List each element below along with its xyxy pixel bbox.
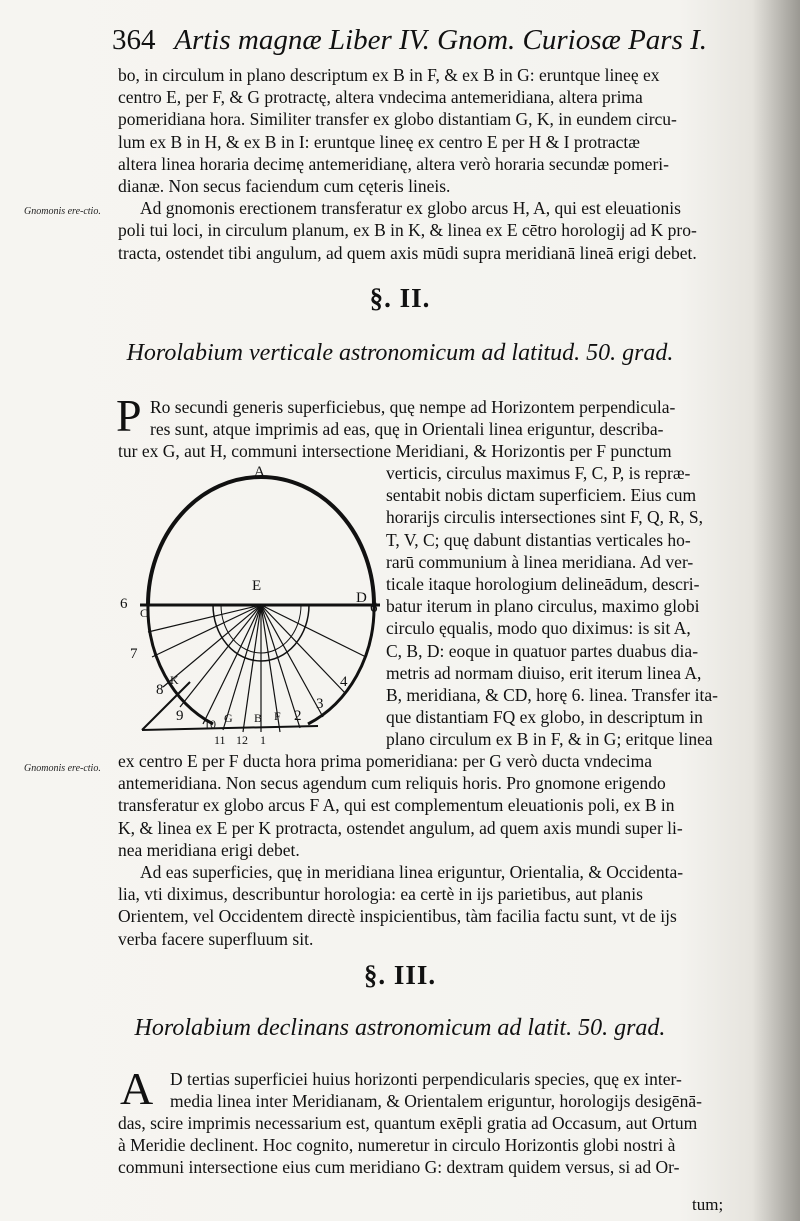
text-block-3-top — [170, 1068, 772, 1112]
running-header — [112, 20, 708, 60]
margin-note-gnomon-1: Gnomonis ere-ctio. — [24, 206, 101, 217]
text-line: Ad gnomonis erectionem transferatur ex globo arcus H, A, qui est eleuationis — [140, 198, 681, 219]
text-line: bo, in circulum in plano descriptum ex B in F, & ex B in G: eruntque lineę ex — [118, 65, 660, 85]
label-7: 7 — [130, 646, 138, 662]
text-line: das, scire imprimis necessarium est, quantum exēpli gratia ad Occasum, aut Ortum — [118, 1113, 698, 1133]
label-12: 12 — [236, 733, 248, 747]
label-k: K — [170, 673, 179, 687]
drop-cap-a: A — [120, 1063, 154, 1114]
text-line: res sunt, atque imprimis ad eas, quę in Orientali linea eriguntur, describa- — [150, 419, 664, 440]
text-line: lia, vti diximus, describuntur horologia: ea certè in ijs parietibus, aut planis — [118, 884, 643, 905]
text-line: circulo ęqualis, modo quo diximus: is sit A, — [386, 618, 691, 639]
text-line: horarijs circulis intersectiones sint F, Q, R, S, — [386, 507, 703, 528]
text-line: K, & linea ex E per K protracta, ostendet angulum, ad quem axis mundi super li- — [118, 817, 683, 838]
text-line: verticis, circulus maximus F, C, P, is repræ- — [386, 463, 691, 483]
label-c: C — [140, 606, 149, 620]
text-line: media linea inter Meridianam, & Orientalem eriguntur, horologijs desigēnā- — [170, 1091, 702, 1112]
text-line: pomeridiana hora. Similiter transfer ex globo distantiam G, K, in eundem circu- — [118, 109, 677, 130]
label-g: G — [224, 711, 233, 725]
margin-note-gnomon-2: Gnomonis ere-ctio. — [24, 763, 101, 774]
label-8: 8 — [156, 682, 164, 698]
text-line: centro E, per F, & G protractę, altera vndecima antemeridiana, altera prima — [118, 87, 643, 108]
text-line: D tertias superficiei huius horizonti perpendicularis species, quę ex inter- — [170, 1069, 682, 1089]
vertical-sundial-diagram — [118, 462, 380, 747]
text-line: à Meridie declinent. Hoc cognito, numeretur in circulo Horizontis globi nostri à — [118, 1135, 676, 1156]
text-line: Ad eas superficies, quę in meridiana linea eriguntur, Orientalia, & Occidenta- — [140, 861, 684, 882]
label-f: F — [274, 709, 281, 723]
text-line: transferatur ex globo arcus F A, qui est complementum eleuationis poli, ex B in — [118, 795, 675, 816]
text-line: altera linea horaria decimę antemeridianę, altera verò horaria secundæ pomeri- — [118, 153, 669, 174]
running-title: Artis magnæ Liber IV. Gnom. Curiosæ Pars I. — [174, 24, 708, 56]
baseline — [142, 726, 318, 730]
text-block-1 — [118, 64, 773, 264]
text-line: antemeridiana. Non secus agendum cum reliquis horis. Pro gnomone erigendo — [118, 773, 666, 794]
label-b: B — [254, 711, 263, 725]
label-6-left: 6 — [120, 596, 128, 612]
text-line: communi intersectione eius cum meridiano G: dextram quidem versus, si ad Or- — [118, 1157, 680, 1178]
text-block-2-top-full — [118, 440, 773, 462]
label-a: A — [254, 464, 265, 480]
text-line: Ro secundi generis superficiebus, quę nempe ad Horizontem perpendicula- — [150, 397, 676, 417]
text-line: C, B, D: eoque in quatuor partes duabus dia- — [386, 640, 699, 661]
text-line: lum ex B in H, & ex B in I: eruntque lineę ex centro E per H & I protractæ — [118, 131, 640, 152]
text-block-2-right — [386, 462, 774, 750]
text-line: T, V, C; quę dabunt distantias verticales ho- — [386, 529, 691, 550]
label-10: 10 — [204, 717, 216, 731]
text-line: Orientem, vel Occidentem directè inspicientibus, tàm facilia factu sunt, vt de ijs — [118, 906, 677, 927]
text-block-2-bottom — [118, 750, 773, 950]
section-heading-3: §. III. — [363, 960, 437, 990]
text-line: nea meridiana erigi debet. — [118, 839, 300, 860]
text-line: ticale itaque horologium delineādum, descri- — [386, 573, 700, 594]
label-11: 11 — [214, 733, 226, 747]
text-line: poli tui loci, in circulum planum, ex B in K, & linea ex E cētro horologij ad K pro- — [118, 220, 697, 241]
text-line: que distantiam FQ ex globo, in descriptum in — [386, 707, 703, 728]
text-block-2-top — [150, 396, 772, 440]
section-heading-2: §. II. — [369, 283, 431, 313]
text-block-3 — [118, 1112, 773, 1179]
page-number: 364 — [112, 24, 156, 56]
section-subheading-2: Horolabium verticale astronomicum ad latitud. 50. grad. — [126, 340, 674, 366]
text-line: rarū communium à linea meridiana. Ad ver- — [386, 551, 694, 572]
label-2: 2 — [294, 708, 302, 724]
text-line: batur iterum in plano circulus, maximo globi — [386, 596, 700, 617]
drop-cap-p: P — [116, 390, 142, 441]
label-3: 3 — [316, 696, 324, 712]
text-line: tracta, ostendet tibi angulum, ad quem axis mūdi supra meridianā lineā erigi debet. — [118, 242, 697, 263]
text-line: tur ex G, aut H, communi intersectione Meridiani, & Horizontis per F punctum — [118, 441, 672, 461]
label-4: 4 — [340, 674, 348, 690]
catchword: tum; — [692, 1195, 724, 1214]
label-e: E — [252, 578, 262, 594]
section-subheading-3: Horolabium declinans astronomicum ad latit. 50. grad. — [134, 1015, 666, 1041]
label-1: 1 — [260, 733, 266, 747]
text-line: verba facere superfluum sit. — [118, 928, 314, 949]
sundial-figure — [118, 462, 380, 751]
label-d: D — [356, 590, 367, 606]
label-6-right: 6 — [370, 600, 378, 616]
text-line: metris ad normam diuiso, erit iterum linea A, — [386, 662, 702, 683]
text-line: plano circulum ex B in F, & in G; eritque linea — [386, 729, 713, 750]
text-line: sentabit nobis dictam superficiem. Eius cum — [386, 485, 697, 506]
text-line: dianæ. Non secus faciendum cum cęteris lineis. — [118, 175, 451, 196]
text-line: ex centro E per F ducta hora prima pomeridiana: per G verò ducta vndecima — [118, 751, 653, 771]
text-line: B, meridiana, & CD, horę 6. linea. Transfer ita- — [386, 684, 718, 705]
label-9: 9 — [176, 708, 184, 724]
